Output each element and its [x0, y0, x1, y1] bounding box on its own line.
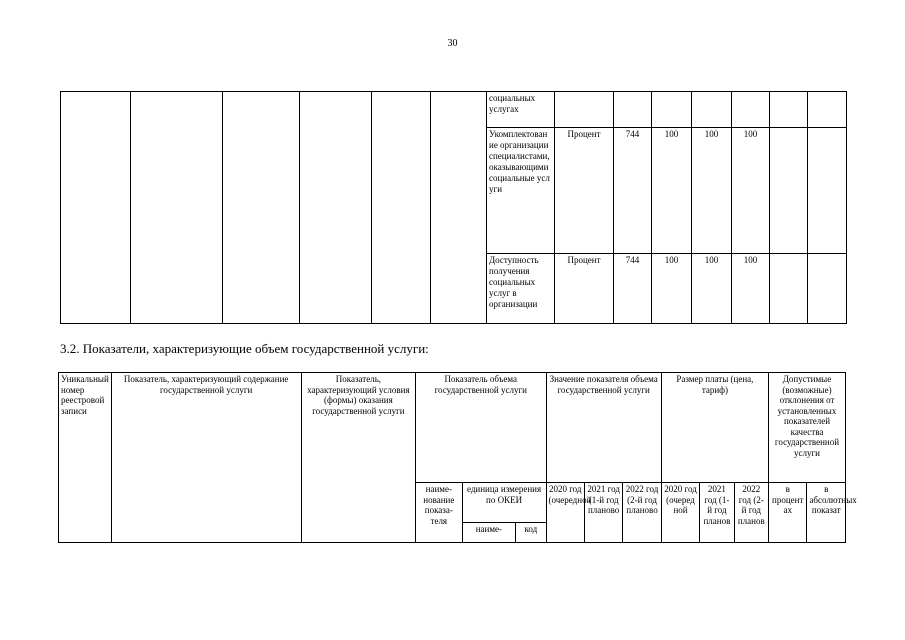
table-cell	[770, 92, 808, 128]
subheader-deviation-percent: в процент ах	[769, 483, 807, 543]
subheader-fee-2022: 2022 год (2-й год планов	[734, 483, 768, 543]
table-cell	[770, 128, 808, 254]
unit-name: Процент	[555, 254, 614, 324]
value-2020: 100	[652, 128, 692, 254]
subheader-fee-2020: 2020 год (очеред ной	[661, 483, 699, 543]
value-2021	[692, 92, 732, 128]
table-cell	[223, 92, 300, 324]
table-cell	[808, 92, 847, 128]
subheader-indicator-name: наиме-нование показа-теля	[416, 483, 463, 543]
value-2022	[732, 92, 770, 128]
quality-indicators-table-continued	[60, 91, 847, 324]
subheader-unit-name: наиме-	[462, 523, 516, 543]
table-cell	[61, 92, 131, 324]
header-fee: Размер платы (цена, тариф)	[661, 373, 768, 483]
subheader-unit: единица измерения по ОКЕИ	[462, 483, 546, 523]
header-deviation: Допустимые (возможные) отклонения от установленных показателей качества государственной услуги	[769, 373, 846, 483]
header-volume-value: Значение показателя объема государственной услуги	[546, 373, 661, 483]
page-number: 30	[447, 38, 458, 49]
value-2020: 100	[652, 254, 692, 324]
subheader-fee-2021: 2021 год (1-й год планов	[700, 483, 734, 543]
subheader-value-2021: 2021 год (1-й год планово	[584, 483, 622, 543]
table-cell	[770, 254, 808, 324]
header-unique-number: Уникальный номер реестровой записи	[59, 373, 112, 543]
table-cell	[300, 92, 372, 324]
value-2021: 100	[692, 128, 732, 254]
table-row	[61, 92, 847, 128]
subheader-value-2020: 2020 год (очередной	[546, 483, 584, 543]
header-conditions-indicator: Показатель, характеризующий условия (формы) оказания государственной услуги	[301, 373, 415, 543]
indicator-name: социальных услугах	[487, 92, 555, 128]
header-content-indicator: Показатель, характеризующий содержание государственной услуги	[111, 373, 301, 543]
unit-code	[614, 92, 652, 128]
indicator-name: Укомплектование организации специалистами, оказывающими социальные услуги	[487, 128, 555, 254]
subheader-unit-code: код	[516, 523, 546, 543]
value-2020	[652, 92, 692, 128]
unit-code: 744	[614, 128, 652, 254]
table-cell	[808, 254, 847, 324]
table-cell	[808, 128, 847, 254]
table-cell	[431, 92, 487, 324]
value-2022: 100	[732, 128, 770, 254]
unit-name	[555, 92, 614, 128]
value-2022: 100	[732, 254, 770, 324]
unit-code: 744	[614, 254, 652, 324]
unit-name: Процент	[555, 128, 614, 254]
indicator-name: Доступность получения социальных услуг в организации	[487, 254, 555, 324]
header-volume-indicator: Показатель объема государственной услуги	[416, 373, 546, 483]
volume-indicators-table	[58, 372, 857, 543]
table-header-row	[59, 373, 846, 483]
subheader-deviation-absolute: в абсолютных показат	[807, 483, 846, 543]
table-cell	[131, 92, 223, 324]
table-cell	[372, 92, 431, 324]
value-2021: 100	[692, 254, 732, 324]
section-title: 3.2. Показатели, характеризующие объем государственной услуги:	[60, 341, 429, 356]
subheader-value-2022: 2022 год (2-й год планово	[623, 483, 661, 543]
